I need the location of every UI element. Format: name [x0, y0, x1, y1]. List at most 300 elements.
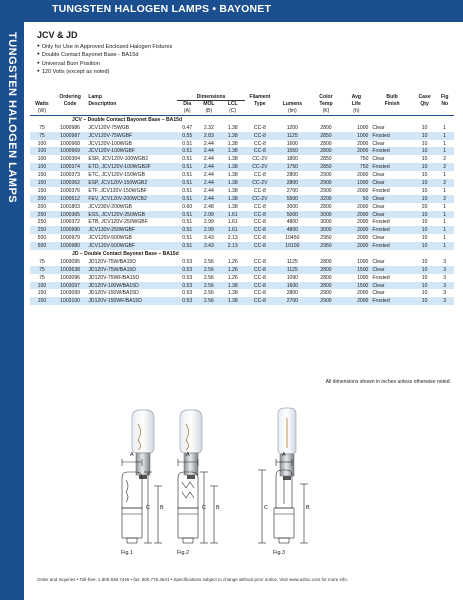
table-cell: Clear [372, 203, 385, 210]
sidebar-label: TUNGSTEN HALOGEN LAMPS [6, 32, 18, 204]
col-header: Finish [370, 101, 413, 108]
lamp-photo-3 [278, 408, 296, 480]
col-header: Life [342, 101, 370, 108]
col-header: Color [310, 94, 343, 101]
table-cell: 2.56 [197, 282, 221, 290]
table-cell: 0.51 [182, 187, 193, 194]
table-cell: JCV120V-75WGBF [86, 132, 177, 140]
table-cell: 3 [443, 258, 447, 265]
table-cell: 250 [30, 226, 54, 234]
lamp-photo-1 [132, 410, 154, 479]
table-cell: JD120V-100W/BA15D [86, 282, 177, 290]
unit-header: (h) [342, 108, 370, 116]
table-cell: JCV230V-200WGB [88, 203, 132, 210]
table-cell: 0.51 [177, 147, 197, 155]
table-cell: CC-8 [245, 282, 275, 290]
table-cell: 10 [421, 219, 428, 226]
table-cell: 1.61 [221, 226, 245, 234]
table-cell: Clear [370, 211, 413, 219]
table-cell: JCV120V-100WGBF [86, 147, 177, 155]
table-cell: 10 [414, 211, 436, 219]
table-cell: 2800 [320, 258, 332, 265]
table-cell: 75 [30, 266, 54, 274]
table-cell: ETD, JCV120V-100WGB2F [86, 163, 177, 171]
table-cell: 3.43 [197, 242, 221, 250]
table-cell: 3 [435, 282, 454, 290]
table-cell: 100 [30, 147, 54, 155]
table-cell: 75 [39, 258, 45, 265]
table-cell: 2.44 [203, 140, 214, 147]
table-cell: 2.13 [227, 235, 238, 242]
table-cell: 1003638 [54, 266, 87, 274]
table-cell: 1.38 [227, 156, 238, 163]
table-cell: 1500 [342, 266, 370, 274]
table-cell: 10 [414, 226, 436, 234]
dim-b-label: B [306, 505, 310, 511]
table-cell: 2.32 [203, 124, 214, 131]
table-cell: 10 [414, 147, 436, 155]
table-cell: 2.56 [203, 258, 214, 265]
table-cell: JCV120V-500WGBF [86, 242, 177, 250]
table-cell: 75 [39, 124, 45, 131]
feature-item: ● 120 Volts (except as noted) [37, 68, 172, 76]
table-cell: 750 [359, 156, 369, 163]
table-cell: 4800 [286, 219, 299, 226]
table-cell: 10 [414, 242, 436, 250]
fig3-caption: Fig.3 [273, 550, 285, 556]
table-cell: 0.60 [182, 203, 193, 210]
table-cell: 1000372 [60, 219, 81, 226]
table-cell: 0.47 [182, 124, 193, 131]
table-cell: 1.26 [221, 266, 245, 274]
table-cell: 1000376 [60, 187, 81, 194]
table-cell: 1.38 [221, 163, 245, 171]
table-cell: 150 [37, 172, 47, 179]
col-header: Filament [245, 94, 275, 101]
table-cell: 2 [435, 195, 454, 203]
table-cell: JD120V-75W/BA15D [86, 266, 177, 274]
table-cell: 2.44 [197, 195, 221, 203]
table-cell: 5000 [275, 211, 310, 219]
col-header: No [435, 101, 454, 108]
section-title: JCV – Double Contact Bayonet Base – BA15d [30, 115, 454, 123]
table-cell: 2800 [320, 274, 332, 281]
table-cell: Clear [370, 266, 413, 274]
table-cell: Frosted [372, 274, 390, 281]
unit-header: (C) [221, 108, 245, 116]
col-header: Lamp [86, 94, 177, 101]
table-cell: 2.44 [197, 163, 221, 171]
table-cell: 1 [435, 132, 454, 140]
table-cell: 2.44 [197, 147, 221, 155]
table-cell: 1 [443, 124, 447, 131]
table-cell: 2900 [310, 179, 343, 187]
col-header: Dia [177, 101, 197, 108]
table-cell: JCV120V-500WGB [88, 235, 132, 242]
table-cell: Frosted [370, 163, 413, 171]
table-cell: 1600 [286, 140, 299, 147]
table-cell: 4800 [275, 226, 310, 234]
table-cell: 1.61 [227, 219, 238, 226]
table-cell: CC-8 [245, 147, 275, 155]
table-cell: ETF, JCV120V-150WGBF [88, 187, 147, 194]
table-cell: 100 [30, 163, 54, 171]
col-header: Temp [310, 101, 343, 108]
table-cell: 5500 [275, 195, 310, 203]
table-cell: Clear [372, 172, 385, 179]
table-cell: 100 [30, 282, 54, 290]
table-cell: Frosted [372, 187, 390, 194]
table-cell: 1 [443, 219, 447, 226]
table-cell: 2850 [310, 132, 343, 140]
table-cell: 2700 [286, 187, 299, 194]
table-cell: Clear [370, 195, 413, 203]
dim-a-label: A [130, 452, 134, 458]
dim-a-label: A [282, 452, 286, 458]
table-cell: 1 [435, 242, 454, 250]
dim-c-label: C [146, 505, 150, 511]
table-cell: 1000365 [54, 211, 87, 219]
table-cell: 250 [37, 219, 47, 226]
section-title: JD – Double Contact Bayonet Base – BA15d [30, 250, 454, 258]
fig1-caption: Fig.1 [121, 550, 133, 556]
table-cell: 1003099 [60, 290, 81, 297]
table-cell: 2800 [286, 290, 299, 297]
table-cell: 2 [435, 163, 454, 171]
table-cell: 0.51 [177, 226, 197, 234]
table-cell: 1.38 [221, 147, 245, 155]
table-cell: 10 [414, 179, 436, 187]
table-cell: 2.83 [197, 132, 221, 140]
table-cell: 2000 [357, 140, 369, 147]
table-cell: 2950 [320, 235, 332, 242]
table-cell: 2000 [342, 242, 370, 250]
table-cell: ESR, JCV120V-100WGB2 [88, 156, 149, 163]
table-cell: Frosted [370, 226, 413, 234]
table-cell: 2000 [357, 172, 369, 179]
footer-text: Order and Inquiries • Toll-free: 1.800.838.7446 • fax: 800.776.3641 • Specifications subject to change without prior notice. Visit www.ushio.com for more info. [37, 577, 348, 582]
table-cell: CC-2V [245, 195, 275, 203]
table-cell: 1750 [275, 163, 310, 171]
table-cell: CC-8 [245, 211, 275, 219]
table-cell: 2000 [357, 235, 369, 242]
table-cell: 3 [443, 290, 447, 297]
table-cell: Clear [372, 290, 385, 297]
table-cell: 2850 [320, 156, 332, 163]
col-header: Description [86, 101, 177, 108]
table-cell: CC-8 [245, 132, 275, 140]
table-cell: 3000 [310, 211, 343, 219]
table-cell: 10 [421, 156, 428, 163]
table-cell: Frosted [370, 132, 413, 140]
table-cell: 1.38 [221, 195, 245, 203]
table-cell: CC-8 [253, 124, 266, 131]
table-cell: ETC, JCV120V-150WGB [88, 172, 145, 179]
col-header: MOL [197, 101, 221, 108]
table-cell: 75 [30, 132, 54, 140]
unit-header: (lm) [275, 108, 310, 116]
table-cell: 150 [30, 179, 54, 187]
table-cell: 3.43 [203, 235, 214, 242]
table-cell: 2.99 [197, 226, 221, 234]
table-cell: 1003096 [60, 274, 81, 281]
table-cell: 10 [414, 282, 436, 290]
table-cell: 1125 [286, 258, 298, 265]
table-cell: CC-2V [245, 179, 275, 187]
table-cell: 2850 [310, 163, 343, 171]
table-cell: 2000 [357, 187, 369, 194]
table-cell: 3 [435, 266, 454, 274]
table-cell: 2.99 [203, 219, 214, 226]
table-cell: 50 [342, 195, 370, 203]
table-cell: ESS, JCV120V-250WGB [86, 211, 177, 219]
table-cell: 2000 [342, 226, 370, 234]
table-cell: 1 [443, 172, 447, 179]
table-cell: Frosted [370, 147, 413, 155]
table-cell: Clear [372, 124, 385, 131]
col-header: Avg [342, 94, 370, 101]
table-cell: 150 [37, 290, 47, 297]
table-cell: 0.53 [177, 266, 197, 274]
table-cell: 2000 [342, 211, 370, 219]
table-cell: JD120V-75W/BA15D [88, 258, 136, 265]
col-header: Case [414, 94, 436, 101]
col-header: Code [54, 101, 87, 108]
table-cell: 0.51 [177, 195, 197, 203]
table-cell: 500 [37, 235, 47, 242]
table-cell: 1000987 [54, 132, 87, 140]
fig2-caption: Fig.2 [177, 550, 189, 556]
table-cell: 2.48 [203, 203, 214, 210]
table-cell: 1.38 [221, 282, 245, 290]
table-cell: CC-8 [253, 274, 266, 281]
page-number: 60 [11, 575, 19, 582]
table-cell: 0.53 [182, 258, 193, 265]
feature-item: ● Only for Use in Approved Enclosed Halogen Fixtures [37, 43, 172, 51]
table-cell: 1 [435, 211, 454, 219]
table-cell: 1000 [357, 274, 369, 281]
table-cell: Clear [370, 282, 413, 290]
table-cell: 10 [414, 297, 436, 305]
table-cell: 1125 [275, 266, 310, 274]
col-header: Qty [414, 101, 436, 108]
col-header: Bulb [370, 94, 413, 101]
table-cell: JCV120V-75WGB [88, 124, 130, 131]
feature-item: ● Double Contact Bayonet Base - BA15d [37, 51, 172, 59]
table-cell: CC-8 [253, 203, 266, 210]
table-cell: 2.56 [197, 266, 221, 274]
table-cell: 1.38 [227, 203, 238, 210]
table-cell: 1.38 [227, 187, 238, 194]
table-cell: 1.38 [221, 297, 245, 305]
table-cell: 2900 [320, 187, 332, 194]
table-cell: 1000 [342, 179, 370, 187]
table-cell: 2.44 [197, 179, 221, 187]
table-cell: 1 [435, 147, 454, 155]
table-cell: 2.56 [197, 297, 221, 305]
table-cell: 2900 [310, 297, 343, 305]
table-cell: CC-8 [253, 187, 266, 194]
col-header: Ordering [54, 94, 87, 101]
table-cell: 3 [443, 274, 447, 281]
table-cell: 10 [421, 140, 428, 147]
table-cell: 2800 [320, 203, 332, 210]
table-cell: CC-8 [245, 226, 275, 234]
unit-header: (A) [177, 108, 197, 116]
table-cell: 0.51 [182, 156, 193, 163]
col-header: LCL [221, 101, 245, 108]
unit-header: (K) [310, 108, 343, 116]
table-cell: 10 [414, 163, 436, 171]
unit-header: (W) [30, 108, 54, 116]
table-cell: 10 [421, 274, 428, 281]
table-cell: CC-8 [253, 140, 266, 147]
table-cell: 2800 [275, 179, 310, 187]
col-header: Fig [435, 94, 454, 101]
table-cell: 2800 [320, 140, 332, 147]
table-cell: Clear [372, 140, 385, 147]
table-cell: 2900 [320, 290, 332, 297]
table-cell: 1000968 [60, 140, 81, 147]
col-header-group: Dimensions [177, 94, 244, 101]
table-cell: 0.51 [177, 242, 197, 250]
table-cell: 1.38 [227, 290, 238, 297]
table-cell: 2 [435, 179, 454, 187]
table-cell: JD120V-75WF/BA15D [88, 274, 140, 281]
feature-item: ● Universal Burn Position [37, 60, 172, 68]
table-cell: CC-2V [252, 156, 268, 163]
table-cell: 1500 [342, 282, 370, 290]
table-cell: Clear [372, 156, 385, 163]
table-cell: 0.53 [177, 282, 197, 290]
table-cell: CC-8 [253, 235, 266, 242]
table-cell: 1.38 [221, 132, 245, 140]
table-cell: 200 [30, 195, 54, 203]
table-cell: 2000 [357, 203, 369, 210]
table-cell: CC-8 [253, 219, 266, 226]
table-cell: 1000374 [54, 163, 87, 171]
table-cell: 1 [443, 203, 447, 210]
table-cell: 100 [37, 140, 47, 147]
table-cell: 1.38 [227, 124, 238, 131]
table-cell: Clear [372, 258, 385, 265]
table-cell: 2700 [275, 297, 310, 305]
col-header: Type [245, 101, 275, 108]
table-cell: 150 [30, 297, 54, 305]
table-cell: 1 [443, 187, 447, 194]
table-cell: 1000364 [60, 156, 81, 163]
table-cell: 1.26 [227, 258, 238, 265]
table-cell: 10450 [285, 235, 300, 242]
table-cell: 1000373 [60, 172, 81, 179]
table-cell: 1000362 [54, 179, 87, 187]
table-cell: 1.26 [227, 274, 238, 281]
table-cell: 1600 [275, 282, 310, 290]
table-cell: 150 [37, 187, 47, 194]
table-cell: 0.53 [182, 274, 193, 281]
dim-b-label: B [216, 505, 220, 511]
table-cell: ESP, JCV120V-150WGB2 [86, 179, 177, 187]
table-cell: 2800 [310, 266, 343, 274]
table-cell: 500 [30, 242, 54, 250]
table-cell: 1200 [286, 124, 299, 131]
table-cell: 75 [39, 274, 45, 281]
product-subtitle: JCV & JD [37, 30, 78, 40]
table-cell: 0.51 [177, 179, 197, 187]
table-cell: 10 [421, 290, 428, 297]
table-cell: CC-8 [253, 172, 266, 179]
table-cell: 1 [435, 226, 454, 234]
table-cell: 10 [421, 235, 428, 242]
table-cell: 3000 [320, 219, 332, 226]
table-cell: Frosted [372, 219, 390, 226]
table-cell: 2950 [310, 242, 343, 250]
table-cell: 750 [342, 163, 370, 171]
table-cell: 1003100 [54, 297, 87, 305]
table-cell: 1000512 [54, 195, 87, 203]
table-cell: 10 [414, 195, 436, 203]
table-cell: 2.13 [221, 242, 245, 250]
table-cell: 1001803 [60, 203, 81, 210]
table-cell: JCV130V-250WGBF [86, 226, 177, 234]
table-cell: 3200 [310, 195, 343, 203]
table-cell: 2800 [310, 147, 343, 155]
table-cell: 2000 [357, 219, 369, 226]
dim-a-label: A [186, 452, 190, 458]
table-cell: 2.99 [197, 211, 221, 219]
table-cell: CC-8 [253, 290, 266, 297]
table-cell: 2000 [342, 297, 370, 305]
table-cell: Clear [370, 179, 413, 187]
table-cell: Clear [372, 235, 385, 242]
table-cell: 1000 [357, 124, 369, 131]
table-cell: 2.44 [203, 156, 214, 163]
table-cell: 1000980 [54, 242, 87, 250]
table-cell: 0.55 [177, 132, 197, 140]
table-cell: 1000 [342, 132, 370, 140]
table-cell: 2800 [286, 172, 299, 179]
table-cell: 1000 [357, 258, 369, 265]
table-cell: 1 [443, 140, 447, 147]
table-cell: 1003097 [54, 282, 87, 290]
table-cell: 2.44 [203, 172, 214, 179]
table-cell: 3000 [310, 226, 343, 234]
table-cell: 10100 [275, 242, 310, 250]
table-cell: 10 [414, 266, 436, 274]
table-cell: 0.51 [177, 163, 197, 171]
table-cell: CC-8 [245, 266, 275, 274]
table-cell: 10 [421, 124, 428, 131]
table-cell: 1 [443, 235, 447, 242]
table-cell: CC-8 [245, 297, 275, 305]
table-cell: 1000986 [60, 124, 81, 131]
table-cell: 1.61 [221, 211, 245, 219]
lamp-photo-2 [180, 410, 202, 479]
dim-b-label: B [160, 505, 164, 511]
table-cell: 1000979 [60, 235, 81, 242]
table-cell: Frosted [370, 242, 413, 250]
col-header: Lumens [275, 101, 310, 108]
dim-c-label: C [202, 505, 206, 511]
table-cell: 2 [443, 156, 447, 163]
table-cell: 2000 [357, 290, 369, 297]
table-cell: 1.38 [221, 179, 245, 187]
table-cell: 10 [421, 258, 428, 265]
table-cell: 100 [37, 156, 47, 163]
table-cell: 0.51 [182, 172, 193, 179]
table-cell: 1003095 [60, 258, 81, 265]
table-cell: 2.44 [203, 187, 214, 194]
